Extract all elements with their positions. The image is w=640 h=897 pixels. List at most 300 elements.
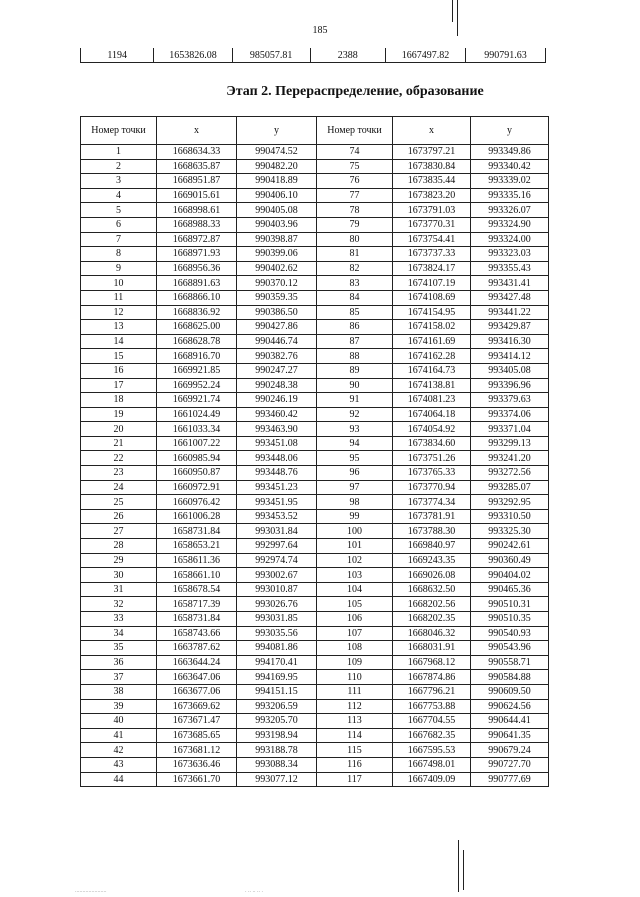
table-cell: 993374.06 [471, 407, 549, 422]
table-cell: 993463.90 [237, 422, 317, 437]
table-cell: 1668634.33 [157, 145, 237, 160]
column-header: Номер точки [317, 117, 393, 145]
table-cell: 1673770.31 [393, 217, 471, 232]
table-cell: 39 [81, 699, 157, 714]
table-cell: 992997.64 [237, 539, 317, 554]
table-cell: 88 [317, 349, 393, 364]
table-cell: 990465.36 [471, 582, 549, 597]
table-cell: 86 [317, 320, 393, 335]
table-cell: 2 [81, 159, 157, 174]
scan-artifact: . .. .. .. . [245, 888, 263, 894]
table-cell: 993460.42 [237, 407, 317, 422]
table-cell: 115 [317, 743, 393, 758]
table-cell: 993205.70 [237, 714, 317, 729]
table-cell: 990609.50 [471, 684, 549, 699]
table-cell: 1674138.81 [393, 378, 471, 393]
table-cell: 1668891.63 [157, 276, 237, 291]
table-cell: 16 [81, 363, 157, 378]
table-cell: 78 [317, 203, 393, 218]
table-cell: 993241.20 [471, 451, 549, 466]
table-row [81, 509, 549, 524]
coordinates-table [80, 116, 549, 787]
table-cell: 20 [81, 422, 157, 437]
table-row [81, 757, 549, 772]
table-cell: 3 [81, 174, 157, 189]
table-cell: 1674108.69 [393, 290, 471, 305]
table-cell: 1194 [81, 48, 154, 63]
table-cell: 44 [81, 772, 157, 787]
table-cell: 1669243.35 [393, 553, 471, 568]
table-cell: 1667704.55 [393, 714, 471, 729]
table-cell: 994081.86 [237, 641, 317, 656]
table-row [81, 48, 546, 63]
table-cell: 1674158.02 [393, 320, 471, 335]
table-cell: 1673751.26 [393, 451, 471, 466]
table-cell: 1668971.93 [157, 247, 237, 262]
table-cell: 1660985.94 [157, 451, 237, 466]
table-cell: 990248.38 [237, 378, 317, 393]
table-cell: 1673770.94 [393, 480, 471, 495]
table-cell: 993335.16 [471, 188, 549, 203]
table-cell: 1668988.33 [157, 217, 237, 232]
table-cell: 990386.50 [237, 305, 317, 320]
table-cell: 2388 [310, 48, 385, 63]
table-cell: 993324.00 [471, 232, 549, 247]
table-cell: 1673669.62 [157, 699, 237, 714]
table-cell: 1673681.12 [157, 743, 237, 758]
table-cell: 1667874.86 [393, 670, 471, 685]
table-cell: 993340.42 [471, 159, 549, 174]
table-cell: 24 [81, 480, 157, 495]
table-cell: 1660972.91 [157, 480, 237, 495]
table-cell: 1674081.23 [393, 393, 471, 408]
table-cell: 990382.76 [237, 349, 317, 364]
table-cell: 990242.61 [471, 539, 549, 554]
table-cell: 994169.95 [237, 670, 317, 685]
table-cell: 993405.08 [471, 363, 549, 378]
table-row [81, 261, 549, 276]
table-cell: 30 [81, 568, 157, 583]
table-cell: 1673797.21 [393, 145, 471, 160]
table-cell: 990360.49 [471, 553, 549, 568]
column-header: x [393, 117, 471, 145]
table-row [81, 276, 549, 291]
table-cell: 1658678.54 [157, 582, 237, 597]
table-cell: 1658611.36 [157, 553, 237, 568]
table-cell: 993292.95 [471, 495, 549, 510]
table-cell: 990558.71 [471, 655, 549, 670]
table-cell: 117 [317, 772, 393, 787]
table-cell: 1658653.21 [157, 539, 237, 554]
table-cell: 1658743.66 [157, 626, 237, 641]
table-cell: 1658731.84 [157, 612, 237, 627]
table-cell: 990791.63 [466, 48, 546, 63]
table-cell: 990403.96 [237, 217, 317, 232]
table-row [81, 232, 549, 247]
table-cell: 91 [317, 393, 393, 408]
table-cell: 1668046.32 [393, 626, 471, 641]
table-cell: 1673791.03 [393, 203, 471, 218]
table-cell: 1674107.19 [393, 276, 471, 291]
table-row [81, 582, 549, 597]
table-row [81, 728, 549, 743]
section-heading: Этап 2. Перераспределение, образование [226, 84, 484, 99]
table-cell: 993451.08 [237, 436, 317, 451]
table-cell: 106 [317, 612, 393, 627]
table-cell: 993325.30 [471, 524, 549, 539]
table-cell: 29 [81, 553, 157, 568]
table-row [81, 495, 549, 510]
table-cell: 990540.93 [471, 626, 549, 641]
table-row [81, 188, 549, 203]
table-cell: 992974.74 [237, 553, 317, 568]
table-cell: 1667968.12 [393, 655, 471, 670]
table-cell: 85 [317, 305, 393, 320]
table-cell: 113 [317, 714, 393, 729]
table-row [81, 393, 549, 408]
table-cell: 993310.50 [471, 509, 549, 524]
table-cell: 79 [317, 217, 393, 232]
table-cell: 13 [81, 320, 157, 335]
table-cell: 1674162.28 [393, 349, 471, 364]
table-row [81, 159, 549, 174]
table-cell: 15 [81, 349, 157, 364]
table-cell: 990427.86 [237, 320, 317, 335]
table-cell: 74 [317, 145, 393, 160]
table-cell: 32 [81, 597, 157, 612]
table-cell: 1668951.87 [157, 174, 237, 189]
table-cell: 111 [317, 684, 393, 699]
table-cell: 994170.41 [237, 655, 317, 670]
table-cell: 110 [317, 670, 393, 685]
table-cell: 990405.08 [237, 203, 317, 218]
table-cell: 990247.27 [237, 363, 317, 378]
table-cell: 1653826.08 [154, 48, 232, 63]
table-cell: 1668998.61 [157, 203, 237, 218]
table-cell: 993035.56 [237, 626, 317, 641]
table-row [81, 568, 549, 583]
table-cell: 114 [317, 728, 393, 743]
table-cell: 108 [317, 641, 393, 656]
table-cell: 990624.56 [471, 699, 549, 714]
table-cell: 28 [81, 539, 157, 554]
table-cell: 993441.22 [471, 305, 549, 320]
table-cell: 105 [317, 597, 393, 612]
table-cell: 993285.07 [471, 480, 549, 495]
table-row [81, 145, 549, 160]
table-cell: 22 [81, 451, 157, 466]
table-cell: 1668956.36 [157, 261, 237, 276]
table-cell: 76 [317, 174, 393, 189]
table-row [81, 684, 549, 699]
binding-mark-top-2 [457, 0, 458, 36]
table-cell: 81 [317, 247, 393, 262]
table-cell: 98 [317, 495, 393, 510]
table-cell: 25 [81, 495, 157, 510]
table-row [81, 407, 549, 422]
table-cell: 1660950.87 [157, 466, 237, 481]
table-cell: 993206.59 [237, 699, 317, 714]
table-cell: 990777.69 [471, 772, 549, 787]
table-cell: 11 [81, 290, 157, 305]
table-cell: 104 [317, 582, 393, 597]
table-cell: 990404.02 [471, 568, 549, 583]
table-row [81, 612, 549, 627]
table-cell: 993324.90 [471, 217, 549, 232]
table-cell: 1673835.44 [393, 174, 471, 189]
table-cell: 1673737.33 [393, 247, 471, 262]
table-cell: 17 [81, 378, 157, 393]
table-cell: 101 [317, 539, 393, 554]
table-cell: 1668972.87 [157, 232, 237, 247]
table-cell: 1661033.34 [157, 422, 237, 437]
table-cell: 990370.12 [237, 276, 317, 291]
table-cell: 1668836.92 [157, 305, 237, 320]
table-cell: 993414.12 [471, 349, 549, 364]
table-row [81, 714, 549, 729]
table-cell: 27 [81, 524, 157, 539]
table-cell: 993031.84 [237, 524, 317, 539]
table-cell: 993299.13 [471, 436, 549, 451]
table-cell: 43 [81, 757, 157, 772]
table-cell: 1658731.84 [157, 524, 237, 539]
scan-artifact: ..................... [75, 888, 107, 894]
table-cell: 1668031.91 [393, 641, 471, 656]
binding-mark-bottom-2 [463, 850, 464, 890]
table-cell: 99 [317, 509, 393, 524]
table-cell: 993272.56 [471, 466, 549, 481]
table-cell: 1674064.18 [393, 407, 471, 422]
table-cell: 34 [81, 626, 157, 641]
table-cell: 1667497.82 [385, 48, 465, 63]
table-cell: 990510.31 [471, 597, 549, 612]
table-cell: 1668866.10 [157, 290, 237, 305]
table-cell: 83 [317, 276, 393, 291]
table-cell: 993429.87 [471, 320, 549, 335]
table-cell: 1668635.87 [157, 159, 237, 174]
table-cell: 1663647.06 [157, 670, 237, 685]
table-row [81, 422, 549, 437]
table-cell: 993031.85 [237, 612, 317, 627]
table-row [81, 320, 549, 335]
table-cell: 1673788.30 [393, 524, 471, 539]
table-cell: 75 [317, 159, 393, 174]
table-cell: 95 [317, 451, 393, 466]
table-cell: 1660976.42 [157, 495, 237, 510]
table-cell: 1673830.84 [393, 159, 471, 174]
table-cell: 1674154.95 [393, 305, 471, 320]
table-cell: 993379.63 [471, 393, 549, 408]
table-cell: 990584.88 [471, 670, 549, 685]
table-row [81, 597, 549, 612]
table-cell: 1673636.46 [157, 757, 237, 772]
table-cell: 93 [317, 422, 393, 437]
table-cell: 107 [317, 626, 393, 641]
table-cell: 1667409.09 [393, 772, 471, 787]
table-cell: 1658717.39 [157, 597, 237, 612]
table-cell: 84 [317, 290, 393, 305]
table-cell: 990402.62 [237, 261, 317, 276]
table-row [81, 305, 549, 320]
table-row [81, 626, 549, 641]
table-cell: 1668202.35 [393, 612, 471, 627]
table-cell: 1667796.21 [393, 684, 471, 699]
table-cell: 96 [317, 466, 393, 481]
table-row [81, 670, 549, 685]
table-cell: 990727.70 [471, 757, 549, 772]
table-cell: 9 [81, 261, 157, 276]
table-cell: 1 [81, 145, 157, 160]
table-row [81, 641, 549, 656]
table-cell: 1668916.70 [157, 349, 237, 364]
table-row [81, 539, 549, 554]
table-cell: 23 [81, 466, 157, 481]
table-cell: 1661024.49 [157, 407, 237, 422]
table-cell: 993453.52 [237, 509, 317, 524]
table-row [81, 553, 549, 568]
table-cell: 993326.07 [471, 203, 549, 218]
table-cell: 1669952.24 [157, 378, 237, 393]
table-cell: 1667498.01 [393, 757, 471, 772]
table-cell: 990641.35 [471, 728, 549, 743]
table-row [81, 480, 549, 495]
table-cell: 1661006.28 [157, 509, 237, 524]
table-body [81, 145, 549, 787]
table-cell: 1674164.73 [393, 363, 471, 378]
table-cell: 994151.15 [237, 684, 317, 699]
table-cell: 990246.19 [237, 393, 317, 408]
table-cell: 1667682.35 [393, 728, 471, 743]
table-cell: 993451.23 [237, 480, 317, 495]
table-cell: 990474.52 [237, 145, 317, 160]
table-cell: 36 [81, 655, 157, 670]
table-cell: 87 [317, 334, 393, 349]
table-cell: 19 [81, 407, 157, 422]
column-header: y [471, 117, 549, 145]
column-header: y [237, 117, 317, 145]
table-cell: 1669015.61 [157, 188, 237, 203]
column-header: Номер точки [81, 117, 157, 145]
table-cell: 990446.74 [237, 334, 317, 349]
table-cell: 993198.94 [237, 728, 317, 743]
table-cell: 993088.34 [237, 757, 317, 772]
table-cell: 41 [81, 728, 157, 743]
table-cell: 40 [81, 714, 157, 729]
table-cell: 94 [317, 436, 393, 451]
table-cell: 38 [81, 684, 157, 699]
table-row [81, 436, 549, 451]
table-row [81, 378, 549, 393]
table-cell: 1669921.85 [157, 363, 237, 378]
table-cell: 1673774.34 [393, 495, 471, 510]
table-cell: 993427.48 [471, 290, 549, 305]
table-cell: 1663644.24 [157, 655, 237, 670]
binding-mark-top [452, 0, 453, 22]
table-cell: 6 [81, 217, 157, 232]
table-cell: 89 [317, 363, 393, 378]
table-cell: 1658661.10 [157, 568, 237, 583]
table-cell: 990418.89 [237, 174, 317, 189]
table-cell: 21 [81, 436, 157, 451]
table-cell: 993416.30 [471, 334, 549, 349]
table-cell: 1673765.33 [393, 466, 471, 481]
table-cell: 1673661.70 [157, 772, 237, 787]
table-cell: 1669921.74 [157, 393, 237, 408]
table-cell: 12 [81, 305, 157, 320]
table-cell: 92 [317, 407, 393, 422]
table-cell: 116 [317, 757, 393, 772]
table-cell: 1673754.41 [393, 232, 471, 247]
table-cell: 109 [317, 655, 393, 670]
table-row [81, 524, 549, 539]
table-cell: 100 [317, 524, 393, 539]
table-cell: 993448.76 [237, 466, 317, 481]
table-cell: 18 [81, 393, 157, 408]
table-cell: 993371.04 [471, 422, 549, 437]
table-header-row [81, 117, 549, 145]
table-cell: 4 [81, 188, 157, 203]
table-cell: 8 [81, 247, 157, 262]
table-row [81, 334, 549, 349]
table-cell: 10 [81, 276, 157, 291]
table-cell: 993339.02 [471, 174, 549, 189]
table-cell: 993188.78 [237, 743, 317, 758]
table-cell: 1663787.62 [157, 641, 237, 656]
table-cell: 1668202.56 [393, 597, 471, 612]
table-cell: 1663677.06 [157, 684, 237, 699]
table-row [81, 174, 549, 189]
table-cell: 993349.86 [471, 145, 549, 160]
table-row [81, 466, 549, 481]
table-row [81, 655, 549, 670]
table-cell: 993431.41 [471, 276, 549, 291]
table-cell: 97 [317, 480, 393, 495]
table-cell: 990406.10 [237, 188, 317, 203]
table-cell: 1674054.92 [393, 422, 471, 437]
table-cell: 80 [317, 232, 393, 247]
table-cell: 33 [81, 612, 157, 627]
table-cell: 990644.41 [471, 714, 549, 729]
table-cell: 1669840.97 [393, 539, 471, 554]
table-cell: 102 [317, 553, 393, 568]
table-cell: 1668628.78 [157, 334, 237, 349]
table-cell: 990399.06 [237, 247, 317, 262]
table-cell: 993448.06 [237, 451, 317, 466]
table-cell: 993010.87 [237, 582, 317, 597]
table-cell: 990398.87 [237, 232, 317, 247]
table-cell: 1673823.20 [393, 188, 471, 203]
table-cell: 37 [81, 670, 157, 685]
table-cell: 993077.12 [237, 772, 317, 787]
table-cell: 990359.35 [237, 290, 317, 305]
table-cell: 77 [317, 188, 393, 203]
table-cell: 31 [81, 582, 157, 597]
page-number: 185 [312, 25, 328, 36]
table-cell: 1669026.08 [393, 568, 471, 583]
table-row [81, 349, 549, 364]
table-cell: 42 [81, 743, 157, 758]
table-cell: 26 [81, 509, 157, 524]
table-cell: 993026.76 [237, 597, 317, 612]
table-cell: 990679.24 [471, 743, 549, 758]
table-row [81, 451, 549, 466]
table-cell: 1673781.91 [393, 509, 471, 524]
table-cell: 993451.95 [237, 495, 317, 510]
table-cell: 90 [317, 378, 393, 393]
table-cell: 1667595.53 [393, 743, 471, 758]
table-cell: 1668632.50 [393, 582, 471, 597]
table-row [81, 247, 549, 262]
